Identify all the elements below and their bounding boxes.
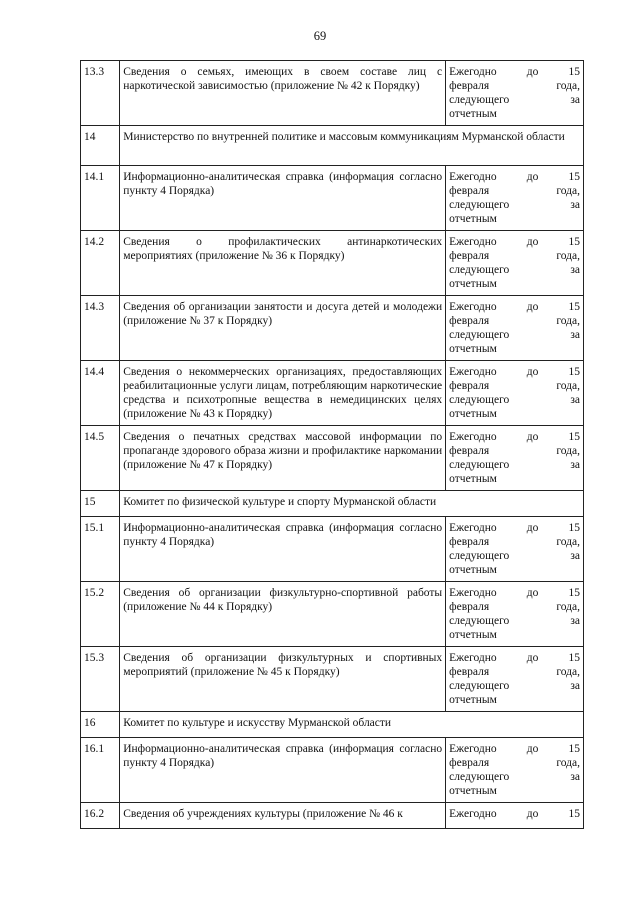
deadline-text: Ежегодно — [449, 743, 497, 755]
deadline-text: Ежегодно — [449, 366, 497, 378]
page-number: 69 — [313, 29, 327, 43]
deadline-text: за — [570, 329, 580, 341]
deadline-text: отчетным — [449, 408, 497, 420]
table-row — [81, 166, 584, 231]
row-number: 14.5 — [81, 426, 120, 491]
row-number: 16.2 — [81, 803, 120, 829]
report-description: Информационно-аналитическая справка (информация согласно пункту 4 Порядка) — [120, 738, 446, 803]
deadline-text: до — [526, 522, 539, 534]
report-description: Сведения о печатных средствах массовой информации по пропаганде здорового образа жизни и профилактике наркомании (приложение № 47 к Порядку) — [120, 426, 446, 491]
deadline-text: за — [570, 199, 580, 211]
row-number: 14.2 — [81, 231, 120, 296]
deadline-text: до — [526, 171, 539, 183]
deadline-text: Ежегодно — [449, 301, 497, 313]
deadline-text: февраля — [449, 380, 490, 392]
table-row — [81, 61, 584, 126]
deadline-text: отчетным — [449, 694, 497, 706]
row-number: 15.3 — [81, 647, 120, 712]
deadline-text: февраля — [449, 250, 490, 262]
deadline-text: за — [570, 771, 580, 783]
deadline-text: февраля — [449, 666, 490, 678]
submission-deadline — [446, 803, 584, 829]
row-number: 15.1 — [81, 517, 120, 582]
section-row — [81, 491, 584, 517]
table-row — [81, 517, 584, 582]
row-number: 14 — [81, 126, 120, 166]
deadline-text: следующего — [449, 394, 510, 406]
deadline-text: года, — [556, 185, 580, 197]
row-number: 14.1 — [81, 166, 120, 231]
submission-deadline — [446, 426, 584, 491]
deadline-text: 15 — [568, 171, 580, 183]
table-row — [81, 647, 584, 712]
report-description: Сведения об организации физкультурно-спортивной работы (приложение № 44 к Порядку) — [120, 582, 446, 647]
deadline-text: отчетным — [449, 629, 497, 641]
deadline-text: февраля — [449, 80, 490, 92]
section-title: Министерство по внутренней политике и массовым коммуникациям Мурманской области — [120, 126, 584, 166]
deadline-text: 15 — [568, 743, 580, 755]
deadline-text: до — [526, 652, 539, 664]
deadline-text: до — [526, 431, 539, 443]
row-number: 14.4 — [81, 361, 120, 426]
deadline-text: Ежегодно — [449, 587, 497, 599]
deadline-text: 15 — [568, 431, 580, 443]
deadline-text: 15 — [568, 66, 580, 78]
deadline-text: до — [526, 236, 539, 248]
deadline-text: следующего — [449, 264, 510, 276]
deadline-text: 15 — [568, 652, 580, 664]
submission-deadline — [446, 296, 584, 361]
deadline-text: Ежегодно — [449, 236, 497, 248]
submission-deadline — [446, 517, 584, 582]
deadline-text: 15 — [568, 522, 580, 534]
deadline-text: Ежегодно — [449, 652, 497, 664]
deadline-text: следующего — [449, 94, 510, 106]
deadline-text: за — [570, 94, 580, 106]
deadline-text: до — [526, 808, 539, 820]
table-row — [81, 231, 584, 296]
report-description: Сведения о профилактических антинаркотических мероприятиях (приложение № 36 к Порядку) — [120, 231, 446, 296]
table-row — [81, 426, 584, 491]
table-row — [81, 738, 584, 803]
row-number: 16 — [81, 712, 120, 738]
deadline-text: до — [526, 66, 539, 78]
deadline-text: за — [570, 615, 580, 627]
deadline-text: следующего — [449, 550, 510, 562]
table-row — [81, 582, 584, 647]
deadline-text: года, — [556, 250, 580, 262]
deadline-text: отчетным — [449, 785, 497, 797]
submission-deadline — [446, 61, 584, 126]
report-description: Информационно-аналитическая справка (информация согласно пункту 4 Порядка) — [120, 517, 446, 582]
table-row — [81, 803, 584, 829]
deadline-text: Ежегодно — [449, 808, 497, 820]
deadline-text: года, — [556, 666, 580, 678]
deadline-text: отчетным — [449, 108, 497, 120]
report-description: Сведения о семьях, имеющих в своем составе лиц с наркотической зависимостью (приложение № 42 к Порядку) — [120, 61, 446, 126]
deadline-text: года, — [556, 601, 580, 613]
submission-deadline — [446, 647, 584, 712]
section-row — [81, 126, 584, 166]
deadline-text: Ежегодно — [449, 431, 497, 443]
section-title: Комитет по культуре и искусству Мурманской области — [120, 712, 584, 738]
deadline-text: за — [570, 680, 580, 692]
table-row — [81, 296, 584, 361]
deadline-text: за — [570, 264, 580, 276]
submission-deadline — [446, 361, 584, 426]
deadline-text: февраля — [449, 757, 490, 769]
report-description: Сведения об организации физкультурных и спортивных мероприятий (приложение № 45 к Порядку) — [120, 647, 446, 712]
deadline-text: следующего — [449, 459, 510, 471]
deadline-text: до — [526, 366, 539, 378]
report-description: Сведения о некоммерческих организациях, предоставляющих реабилитационные услуги лицам, потребляющим наркотические средства и психотропные вещества в немедицинских целях (приложение № 43 к Порядку) — [120, 361, 446, 426]
submission-deadline — [446, 738, 584, 803]
deadline-text: 15 — [568, 301, 580, 313]
deadline-text: отчетным — [449, 213, 497, 225]
deadline-text: Ежегодно — [449, 171, 497, 183]
deadline-text: февраля — [449, 445, 490, 457]
deadline-text: отчетным — [449, 343, 497, 355]
report-description: Сведения об учреждениях культуры (приложение № 46 к — [120, 803, 446, 829]
deadline-text: года, — [556, 445, 580, 457]
deadline-text: за — [570, 459, 580, 471]
deadline-text: года, — [556, 80, 580, 92]
deadline-text: за — [570, 394, 580, 406]
deadline-text: до — [526, 587, 539, 599]
deadline-text: Ежегодно — [449, 522, 497, 534]
section-row — [81, 712, 584, 738]
report-description: Информационно-аналитическая справка (информация согласно пункту 4 Порядка) — [120, 166, 446, 231]
deadline-text: следующего — [449, 199, 510, 211]
deadline-text: февраля — [449, 601, 490, 613]
deadline-text: отчетным — [449, 564, 497, 576]
deadline-text: до — [526, 743, 539, 755]
deadline-text: следующего — [449, 329, 510, 341]
row-number: 14.3 — [81, 296, 120, 361]
deadline-text: февраля — [449, 185, 490, 197]
section-title: Комитет по физической культуре и спорту Мурманской области — [120, 491, 584, 517]
deadline-text: 15 — [568, 236, 580, 248]
row-number: 13.3 — [81, 61, 120, 126]
deadline-text: Ежегодно — [449, 66, 497, 78]
deadline-text: до — [526, 301, 539, 313]
table-row — [81, 361, 584, 426]
deadline-text: февраля — [449, 536, 490, 548]
deadline-text: следующего — [449, 771, 510, 783]
submission-deadline — [446, 582, 584, 647]
row-number: 15.2 — [81, 582, 120, 647]
report-description: Сведения об организации занятости и досуга детей и молодежи (приложение № 37 к Порядку) — [120, 296, 446, 361]
deadline-text: следующего — [449, 615, 510, 627]
deadline-text: следующего — [449, 680, 510, 692]
deadline-text: за — [570, 550, 580, 562]
deadline-text: отчетным — [449, 473, 497, 485]
report-schedule-table — [80, 60, 584, 829]
deadline-text: года, — [556, 757, 580, 769]
row-number: 16.1 — [81, 738, 120, 803]
deadline-text: года, — [556, 536, 580, 548]
deadline-text: февраля — [449, 315, 490, 327]
submission-deadline — [446, 166, 584, 231]
row-number: 15 — [81, 491, 120, 517]
deadline-text: 15 — [568, 587, 580, 599]
deadline-text: отчетным — [449, 278, 497, 290]
deadline-text: 15 — [568, 808, 580, 820]
deadline-text: года, — [556, 315, 580, 327]
deadline-text: года, — [556, 380, 580, 392]
deadline-text: 15 — [568, 366, 580, 378]
submission-deadline — [446, 231, 584, 296]
